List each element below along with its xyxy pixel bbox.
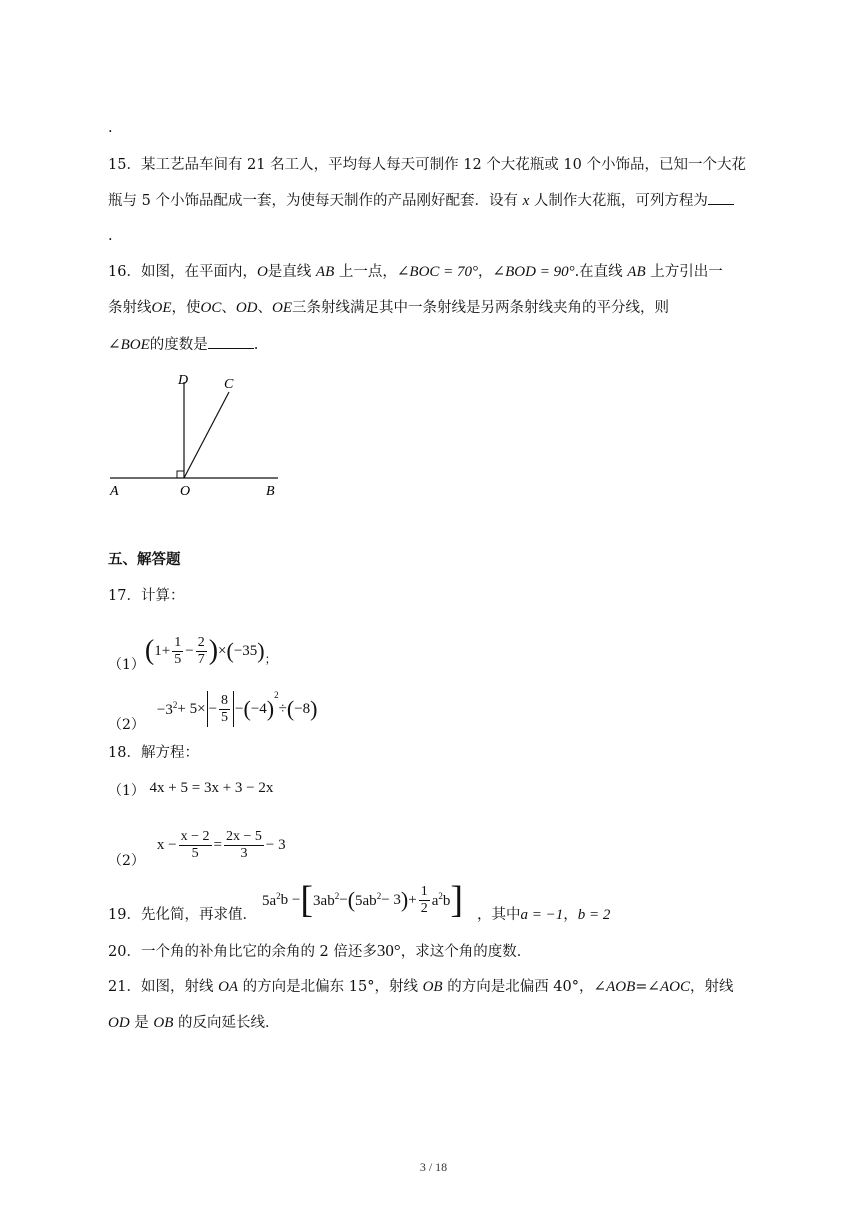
paren-open-5: ( xyxy=(347,887,356,912)
paren-close: ) xyxy=(208,635,219,666)
q21-eq: = xyxy=(635,979,648,995)
q19-a-value: a = −1 xyxy=(520,907,564,923)
q16-point-o: O xyxy=(256,264,268,280)
q16-line2 xyxy=(108,298,669,318)
q16-l2-text-c: 、 xyxy=(221,300,236,316)
q17-p2-e: ÷ xyxy=(278,700,287,717)
label-c: C xyxy=(224,377,234,392)
abs-bar-left xyxy=(207,691,208,727)
q17-p1-one: 1+ xyxy=(154,642,171,659)
q19-condition xyxy=(477,905,610,925)
q19-expr-e: $5ab^2$ xyxy=(355,890,382,909)
q16-ray-oc: OC xyxy=(200,300,222,316)
q16-line1 xyxy=(108,262,723,282)
q21-angle-aob: ∠AOB xyxy=(593,979,636,995)
label-a: A xyxy=(110,484,119,499)
q18-p2-label: （2） xyxy=(108,853,145,869)
paren-close-5: ) xyxy=(400,887,409,912)
q15-line2 xyxy=(108,190,734,211)
page-number: 3 / 18 xyxy=(419,1160,448,1174)
q18-p2-tail: − 3 xyxy=(265,836,286,853)
q17-part2 xyxy=(108,684,317,734)
label-d: D xyxy=(178,373,189,388)
q17-title: 17．计算： xyxy=(108,588,185,604)
q19-expr-b: b − xyxy=(280,891,301,908)
bracket-close: ] xyxy=(450,879,464,921)
q18-p2-x: x − xyxy=(156,836,177,853)
q16-line3 xyxy=(108,334,258,355)
q21-ray-oa: OA xyxy=(218,979,239,995)
q21-text-d: ，射线 xyxy=(689,979,734,995)
q17-p2-d: −4 xyxy=(250,700,267,717)
q16-angle-figure xyxy=(100,365,300,505)
q16-ray-oe-2: OE xyxy=(272,300,293,316)
fraction-2-7: $\frac{2}{7}$ xyxy=(197,634,205,667)
q19-prefix: 19．先化简，再求值． xyxy=(108,907,257,923)
fraction-2x-minus-5-over-3: $\frac{2x - 5}{3}$ xyxy=(226,828,262,861)
q19-expr-h: $a^2b$ xyxy=(431,890,451,909)
section-heading: 五、解答题 xyxy=(108,552,181,568)
label-o: O xyxy=(180,484,191,499)
label-b: B xyxy=(266,484,275,499)
q19-where: ，其中 xyxy=(477,907,521,923)
q16-ray-oe: OE xyxy=(151,300,172,316)
q21-text-a: 21．如图，射线 xyxy=(108,979,219,995)
q19-expr-a: $5a^2$ xyxy=(262,890,281,909)
leading-period: . xyxy=(108,120,113,136)
q18-part2 xyxy=(108,820,286,870)
q15-answer-blank[interactable] xyxy=(708,190,734,205)
paren-close-2: ) xyxy=(257,638,265,663)
q20-text-b: ，求这个角的度数． xyxy=(400,944,532,960)
q16-line-ab-2: AB xyxy=(627,264,646,280)
q21-ray-ob-2: OB xyxy=(153,1015,174,1031)
q19-expression xyxy=(262,878,463,922)
q18-p2-eq: = xyxy=(213,836,223,853)
q15-variable-x: x xyxy=(522,193,530,209)
paren-open: ( xyxy=(144,635,155,666)
q16-l2-text-e: 三条射线满足其中一条射线是另两条射线夹角的平分线，则 xyxy=(292,300,670,316)
q20-degree: 30° xyxy=(376,941,401,960)
q15-line3: . xyxy=(108,228,113,244)
q17-p1-neg35: −35 xyxy=(233,642,258,659)
q17-p2-neg: − xyxy=(208,700,218,717)
q17-p1-minus: − xyxy=(185,642,194,659)
q21-text-c: 的方向是北偏西 40°， xyxy=(442,979,594,995)
fraction-x-minus-2-over-5: $\frac{x - 2}{5}$ xyxy=(180,828,210,861)
q16-l2-text-a: 条射线 xyxy=(108,300,152,316)
q16-text-c: 上一点， xyxy=(334,264,397,280)
q16-angle-boc: ∠BOC = 70° xyxy=(396,264,479,280)
q21-line2 xyxy=(108,1013,280,1033)
q16-text-d: ， xyxy=(478,264,493,280)
q19-expr-f: − 3 xyxy=(381,891,401,908)
q17-p2-a: $-3^2$ xyxy=(156,699,178,718)
q16-l3-text-a: 的度数是 xyxy=(149,337,208,353)
q18-p1-equation: 4x + 5 = 3x + 3 − 2x xyxy=(149,780,274,796)
q18-part1 xyxy=(108,781,273,801)
q16-l2-text-d: 、 xyxy=(257,300,273,316)
q17-p2-label: （2） xyxy=(108,717,145,733)
q16-l2-text-b: ，使 xyxy=(171,300,201,316)
fraction-8-5: $\frac{8}{5}$ xyxy=(221,692,229,725)
q17-part1 xyxy=(108,628,277,674)
q21-text-b: 的方向是北偏东 15°，射线 xyxy=(238,979,423,995)
fraction-1-5: $\frac{1}{5}$ xyxy=(174,634,182,667)
paren-close-3: ) xyxy=(266,696,275,721)
q15-line2-text-a: 瓶与 5 个小饰品配成一套，为使每天制作的产品刚好配套．设有 xyxy=(108,193,523,209)
q19-expr-d: − xyxy=(339,891,348,908)
paren-open-4: ( xyxy=(286,696,295,721)
q19-b-value: b = 2 xyxy=(577,907,611,923)
q16-answer-blank[interactable] xyxy=(208,334,254,349)
q15-line2-text-b: 人制作大花瓶，可列方程为 xyxy=(529,193,708,209)
q21-l2-text-a: 是 xyxy=(129,1015,154,1031)
right-angle-mark xyxy=(177,471,184,478)
paren-open-3: ( xyxy=(243,696,251,721)
q17-p2-c: − xyxy=(235,700,244,717)
abs-bar-right xyxy=(233,691,234,727)
q16-ray-od: OD xyxy=(235,300,258,316)
q16-angle-bod: ∠BOD = 90° xyxy=(492,264,575,280)
q16-text-b: 是直线 xyxy=(267,264,316,280)
q19-comma: ， xyxy=(563,907,578,923)
q17-p2-f: −8 xyxy=(294,700,311,717)
q18-title: 18．解方程： xyxy=(108,745,199,761)
paren-close-4: ) xyxy=(310,696,318,721)
q20-line xyxy=(108,941,531,962)
q17-p1-end: ； xyxy=(264,651,277,666)
q21-l2-text-b: 的反向延长线． xyxy=(173,1015,280,1031)
q15-line1: 15．某工艺品车间有 21 名工人，平均每人每天可制作 12 个大花瓶或 10 个小饰品，已知一个大花 xyxy=(108,157,746,173)
q16-text-f: 上方引出一 xyxy=(645,264,723,280)
q16-l3-text-b: . xyxy=(253,337,259,353)
q18-p1-label: （1） xyxy=(108,783,145,799)
q16-text-e: .在直线 xyxy=(574,264,628,280)
q17-p1-label: （1） xyxy=(108,657,145,673)
q20-text-a: 20．一个角的补角比它的余角的 2 倍还多 xyxy=(108,944,377,960)
q16-text-a: 16．如图，在平面内， xyxy=(108,264,257,280)
q16-line-ab: AB xyxy=(315,264,335,280)
q21-ray-ob: OB xyxy=(422,979,443,995)
fraction-1-2: $\frac{1}{2}$ xyxy=(420,883,428,916)
q19-expr-g: + xyxy=(408,891,417,908)
q21-ray-od: OD xyxy=(108,1015,130,1031)
q17-p2-d-sup: 2 xyxy=(274,690,279,700)
q17-p2-b: + 5× xyxy=(177,700,206,717)
q16-angle-boe: ∠BOE xyxy=(108,337,150,353)
bracket-open: [ xyxy=(300,879,314,921)
q17-p1-times: × xyxy=(218,642,227,659)
q19-expr-c: $3ab^2$ xyxy=(313,890,340,909)
paren-open-2: ( xyxy=(226,638,234,663)
q21-angle-aoc: ∠AOC xyxy=(647,979,690,995)
ray-oc xyxy=(184,392,229,478)
q21-line1 xyxy=(108,977,733,997)
